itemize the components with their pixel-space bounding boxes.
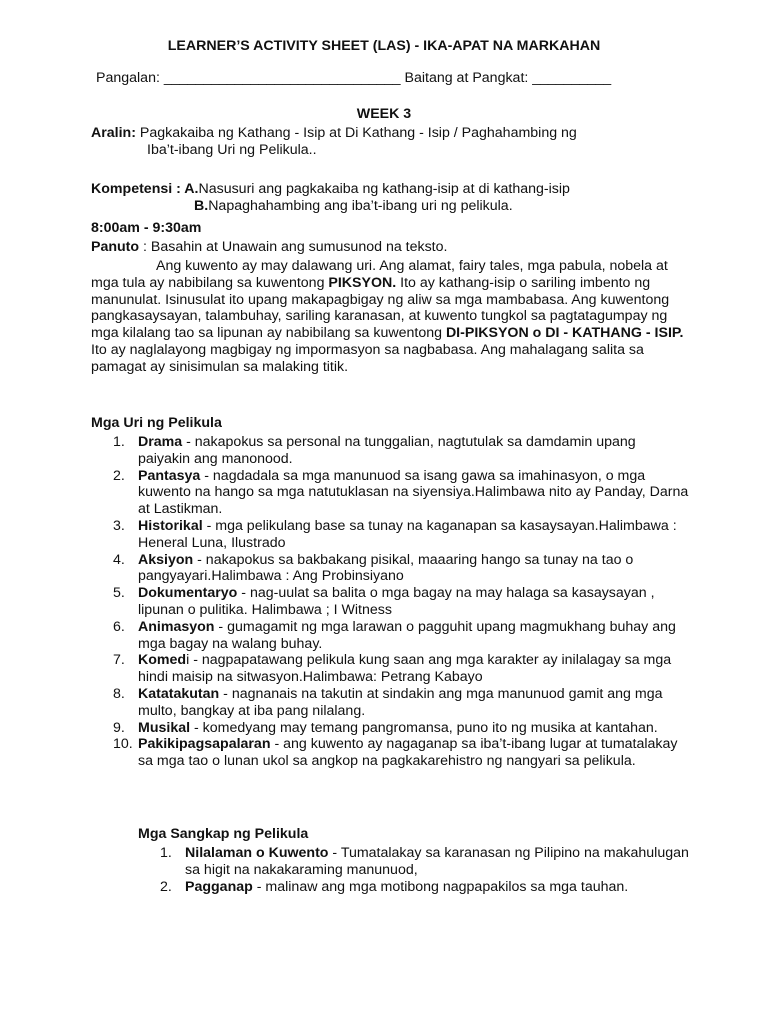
aralin-section bbox=[91, 125, 691, 159]
list-description: - malinaw ang mga motibong nagpapakilos sa mga tauhan. bbox=[252, 878, 629, 895]
list-number: 9. bbox=[113, 719, 125, 736]
mga-uri-list bbox=[91, 434, 691, 770]
mga-sangkap-list bbox=[138, 845, 698, 895]
piksyon-term: PIKSYON. bbox=[328, 274, 397, 291]
list-term: Pagganap bbox=[185, 878, 253, 895]
list-term: Nilalaman o Kuwento bbox=[185, 845, 329, 861]
sheet-title: LEARNER’S ACTIVITY SHEET (LAS) - IKA-APAT NA MARKAHAN bbox=[167, 38, 601, 54]
list-term: Historikal bbox=[138, 517, 203, 534]
aralin-text-continued: Iba’t-ibang Uri ng Pelikula.. bbox=[147, 141, 317, 158]
list-term: Pantasya bbox=[138, 467, 201, 484]
list-term: Komed bbox=[138, 652, 187, 669]
film-element-item bbox=[138, 845, 698, 879]
kompetensi-b-label: B. bbox=[194, 197, 209, 214]
list-number: 3. bbox=[113, 517, 125, 534]
list-number: 5. bbox=[113, 585, 125, 602]
kompetensi-label: Kompetensi : bbox=[91, 181, 185, 197]
film-type-item bbox=[91, 619, 691, 653]
list-description: - nag-uulat sa balita o mga bagay na may halaga sa kasaysayan , lipunan o pulitika. Halimbawa ; I Witness bbox=[138, 585, 655, 618]
list-term: Musikal bbox=[138, 719, 191, 736]
list-description: - ang kuwento ay nagaganap sa iba’t-ibang lugar at tumatalakay sa mga tao o lunan ukol sa angkop na pagkakarehistro ng nangyari sa pelikula. bbox=[138, 736, 678, 770]
list-term: Drama bbox=[138, 434, 183, 450]
reading-text bbox=[91, 258, 691, 376]
list-term: Aksiyon bbox=[138, 551, 194, 568]
list-description: - nagnanais na takutin at sindakin ang mga manunuod gamit ang mga multo, bangkay at iba pang nilalang. bbox=[138, 685, 663, 719]
film-type-item bbox=[91, 518, 691, 552]
film-type-item bbox=[91, 736, 691, 770]
mga-sangkap-heading: Mga Sangkap ng Pelikula bbox=[138, 826, 309, 842]
film-type-item bbox=[91, 585, 691, 619]
list-description: - Tumatalakay sa karanasan ng Pilipino na makahulugan sa higit na nakakaraming manunuod, bbox=[185, 845, 689, 878]
list-description: - nakapokus sa bakbakang pisikal, maaaring hango sa tunay na tao o pangyayari.Halimbawa : Ang Probinsiyano bbox=[138, 551, 634, 585]
film-type-item bbox=[91, 652, 691, 686]
list-number: 2. bbox=[113, 467, 125, 484]
list-term: Pakikipagsapalaran bbox=[138, 736, 271, 753]
list-term: Katatakutan bbox=[138, 685, 220, 702]
kompetensi-a-label: A. bbox=[184, 181, 199, 197]
story-part-2: Ito ay kathang-isip o sariling imbento ng manunulat. Isinusulat ito upang makapagbigay ng aliw sa mga mambabasa. Ang kuwentong pangkasaysayan, talambuhay, sariling karanasan, at kuwento tungkol sa pagtatagumpay ng mga kilalang tao sa lipunan ay nabibilang sa kuwentong bbox=[91, 274, 670, 342]
list-number: 10. bbox=[113, 736, 133, 753]
list-number: 1. bbox=[160, 845, 172, 861]
di-piksyon-term: DI-PIKSYON o DI - KATHANG - ISIP. bbox=[445, 325, 684, 342]
panuto-section bbox=[91, 239, 691, 256]
list-description: - gumagamit ng mga larawan o pagguhit upang magmukhang buhay ang mga bagay na walang buhay. bbox=[138, 618, 676, 652]
list-number: 6. bbox=[113, 618, 125, 635]
list-number: 4. bbox=[113, 551, 125, 568]
film-type-item bbox=[91, 686, 691, 720]
story-part-1: Ang kuwento ay may dalawang uri. Ang alamat, fairy tales, mga pabula, nobela at mga tula ay nabibilang sa kuwentong bbox=[91, 258, 668, 291]
panuto-label: Panuto bbox=[91, 239, 140, 255]
mga-sangkap-list-container bbox=[138, 845, 698, 895]
list-description: - nakapokus sa personal na tunggalian, nagtutulak sa damdamin upang paiyakin ang manonood. bbox=[138, 434, 636, 467]
name-section-line: Pangalan: ______________________________ Baitang at Pangkat: __________ bbox=[96, 70, 612, 86]
kompetensi-b-text: Napaghahambing ang iba’t-ibang uri ng pelikula. bbox=[208, 197, 513, 214]
aralin-label: Aralin: bbox=[91, 125, 136, 141]
week-heading: WEEK 3 bbox=[356, 106, 412, 122]
list-term: Animasyon bbox=[138, 618, 215, 635]
film-type-item bbox=[91, 468, 691, 518]
film-element-item bbox=[138, 879, 698, 896]
film-type-item bbox=[91, 552, 691, 586]
list-number: 1. bbox=[113, 434, 125, 450]
list-description: - nagdadala sa mga manunuod sa isang gawa sa imahinasyon, o mga kuwento na hango sa mga natutuklasan na siyensiya.Halimbawa nito ay Panday, Darna at Lastikman. bbox=[138, 467, 689, 518]
list-number: 2. bbox=[160, 878, 172, 895]
list-description: i - nagpapatawang pelikula kung saan ang mga karakter ay inilalagay sa mga hindi maisip na sitwasyon.Halimbawa: Petrang Kabayo bbox=[138, 652, 672, 686]
kompetensi-section bbox=[91, 181, 691, 215]
list-description: - komedyang may temang pangromansa, puno ito ng musika at kantahan. bbox=[190, 719, 658, 736]
schedule-time: 8:00am - 9:30am bbox=[91, 220, 202, 236]
list-number: 8. bbox=[113, 685, 125, 702]
list-term: Dokumentaryo bbox=[138, 585, 238, 602]
list-description: - mga pelikulang base sa tunay na kaganapan sa kasaysayan.Halimbawa : Heneral Luna, Ilustrado bbox=[138, 517, 677, 551]
panuto-text: : Basahin at Unawain ang sumusunod na teksto. bbox=[139, 239, 448, 255]
mga-uri-heading: Mga Uri ng Pelikula bbox=[91, 415, 222, 431]
film-type-item bbox=[91, 720, 691, 737]
list-number: 7. bbox=[113, 652, 125, 669]
film-type-item bbox=[91, 434, 691, 468]
aralin-text: Pagkakaiba ng Kathang - Isip at Di Kathang - Isip / Paghahambing ng bbox=[135, 125, 577, 141]
mga-uri-list-container bbox=[91, 434, 691, 770]
story-part-3: Ito ay naglalayong magbigay ng impormasyon sa nagbabasa. Ang mahalagang salita sa pamagat ay sinisimulan sa malaking titik. bbox=[91, 341, 644, 375]
kompetensi-a-text: Nasusuri ang pagkakaiba ng kathang-isip at di kathang-isip bbox=[198, 181, 570, 197]
